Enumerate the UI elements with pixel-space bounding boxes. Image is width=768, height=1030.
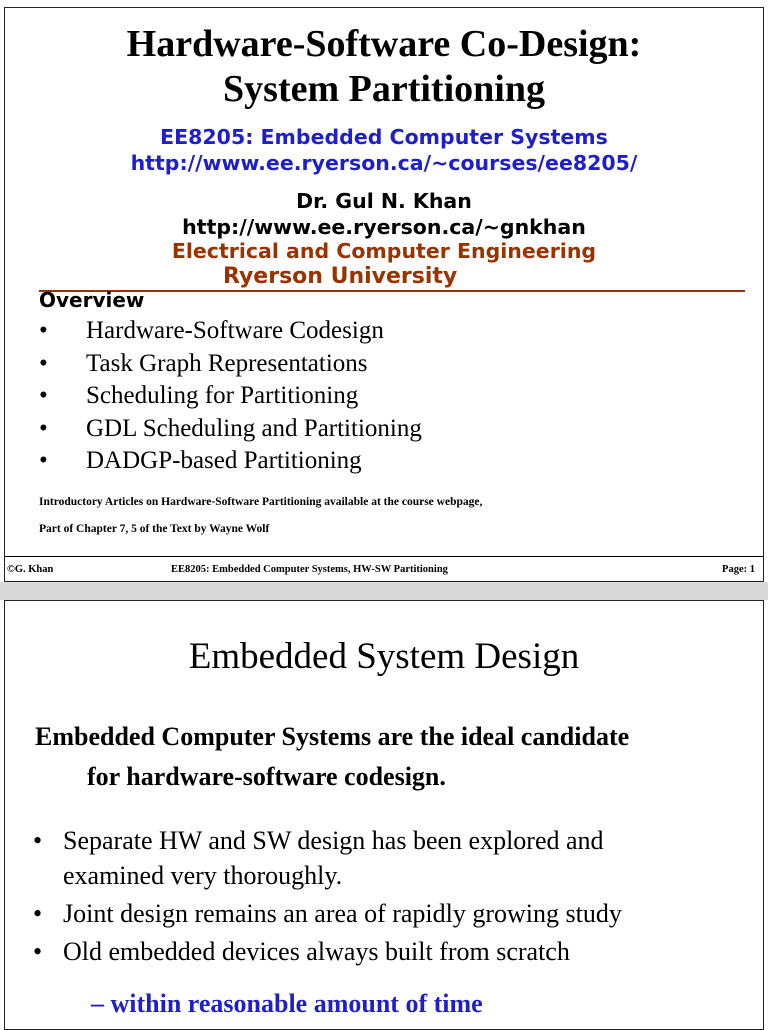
list-item-text — [63, 934, 622, 969]
slide-title — [5, 22, 763, 112]
course-name: EE8205: Embedded Computer Systems — [160, 125, 608, 149]
list-item-line: Joint design remains an area of rapidly growing study — [63, 899, 622, 928]
list-item — [33, 823, 622, 893]
list-item — [33, 934, 622, 969]
list-item-text: GDL Scheduling and Partitioning — [86, 414, 422, 442]
sub-point: – within reasonable amount of time — [91, 989, 483, 1018]
department-name: Electrical and Computer Engineering — [171, 239, 597, 263]
list-item-text — [63, 896, 622, 931]
list-item-text — [63, 823, 622, 893]
bullet-icon: • — [39, 317, 48, 344]
list-item-text: Scheduling for Partitioning — [86, 382, 359, 409]
bullet-icon: • — [39, 382, 48, 409]
list-item-text: Hardware-Software Codesign — [86, 317, 384, 344]
slide-1 — [4, 7, 764, 582]
list-item — [39, 348, 422, 381]
list-item — [39, 445, 422, 478]
bullet-icon: • — [33, 937, 43, 966]
bullet-icon: • — [33, 899, 43, 928]
course-url: http://www.ee.ryerson.ca/~courses/ee8205/ — [130, 151, 638, 175]
bullet-icon: • — [33, 826, 43, 855]
slide-2 — [4, 600, 764, 1030]
lead-line: Embedded Computer Systems are the ideal candidate — [35, 722, 630, 751]
slide-title: Embedded System Design — [188, 636, 580, 677]
overview-heading: Overview — [39, 288, 145, 312]
list-item-line: Separate HW and SW design has been explored and — [63, 826, 604, 855]
author-name: Dr. Gul N. Khan — [296, 189, 472, 213]
list-item — [33, 896, 622, 931]
footer-copyright: ©G. Khan — [7, 564, 54, 575]
footer-divider — [5, 556, 763, 557]
footer-page-number: Page: 1 — [722, 564, 755, 575]
slide-separator — [0, 582, 768, 600]
list-item-line: Old embedded devices always built from scratch — [63, 937, 570, 966]
reading-note: Introductory Articles on Hardware-Software Partitioning available at the course webpage, — [39, 496, 483, 508]
title-line: Hardware-Software Co-Design: — [126, 23, 642, 65]
bullet-icon: • — [39, 414, 48, 442]
lead-statement — [35, 717, 629, 797]
list-item — [39, 380, 422, 413]
bullet-icon: • — [39, 447, 48, 474]
bullet-icon: • — [39, 349, 48, 377]
bullet-list — [33, 823, 622, 972]
title-line: System Partitioning — [223, 68, 545, 110]
list-item — [39, 315, 422, 348]
author-url: http://www.ee.ryerson.ca/~gnkhan — [182, 215, 586, 239]
list-item-text: DADGP-based Partitioning — [86, 447, 362, 474]
overview-list — [39, 315, 422, 478]
list-item — [39, 413, 422, 446]
list-item-line: examined very thoroughly. — [63, 861, 343, 890]
list-item-text: Task Graph Representations — [86, 349, 368, 377]
reading-note: Part of Chapter 7, 5 of the Text by Wayne Wolf — [39, 523, 270, 535]
lead-line: for hardware-software codesign. — [87, 762, 446, 791]
university-name: Ryerson University — [223, 264, 458, 289]
course-info — [5, 124, 763, 176]
footer-course: EE8205: Embedded Computer Systems, HW-SW Partitioning — [171, 564, 448, 575]
author-info — [5, 188, 763, 240]
